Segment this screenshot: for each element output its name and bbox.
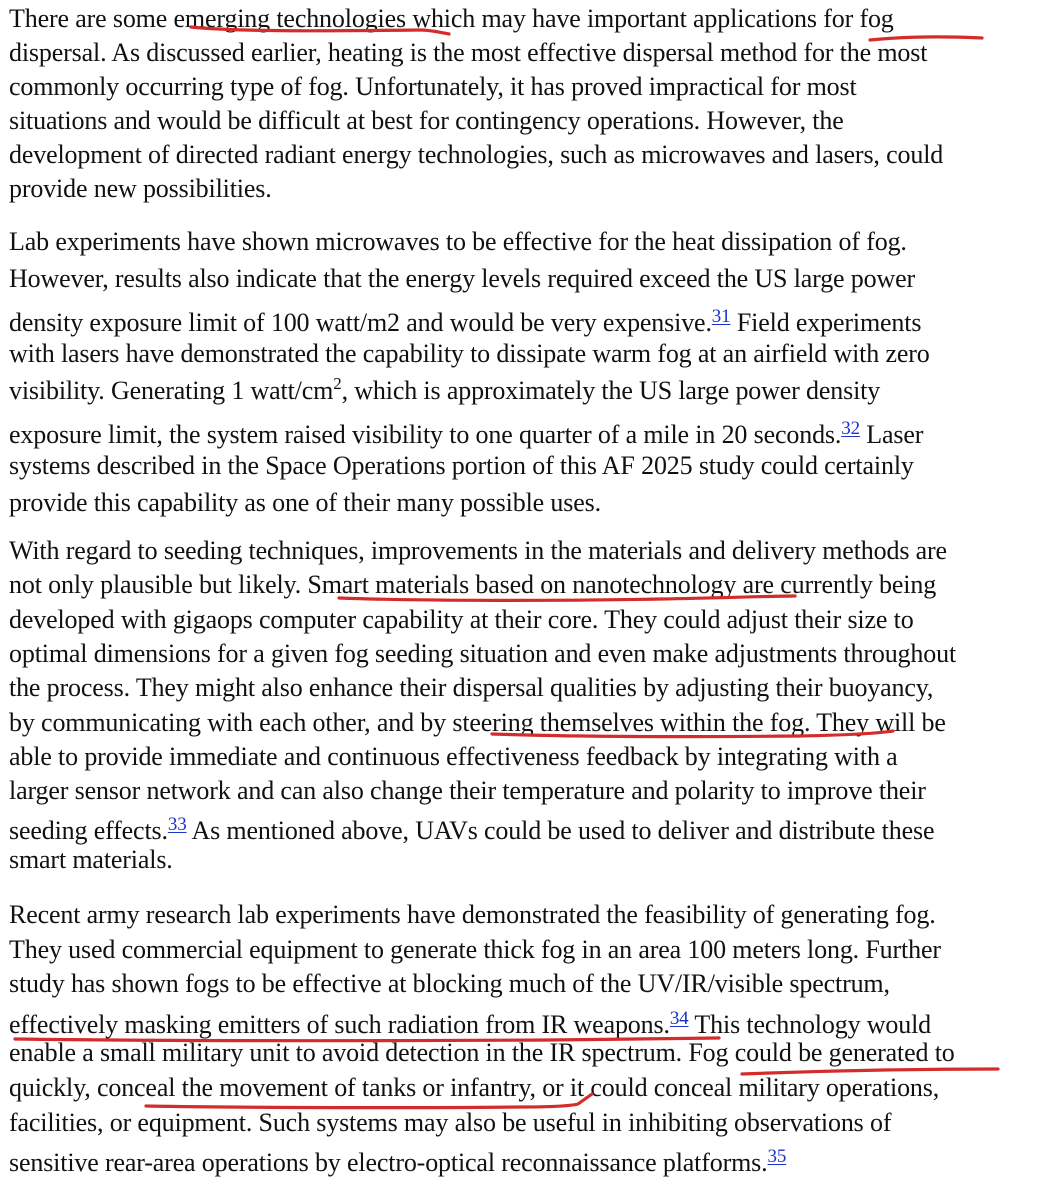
text-segment: Recent army research lab experiments have demonstrated the feasibility of generating fog. <box>9 900 936 929</box>
text-line <box>9 706 946 740</box>
text-segment: exposure limit, the system raised visibility to one quarter of a mile in 20 seconds. <box>9 419 842 449</box>
superscript: 2 <box>333 374 342 394</box>
text-line <box>9 967 890 1001</box>
text-line <box>9 1140 787 1178</box>
text-line <box>9 449 914 483</box>
text-line <box>9 933 941 967</box>
text-line <box>9 138 943 172</box>
text-line <box>9 104 844 138</box>
text-line <box>9 1071 939 1105</box>
text-line <box>9 262 915 296</box>
text-line <box>9 172 272 206</box>
text-segment: Lab experiments have shown microwaves to be effective for the heat dissipation of fog. <box>9 227 907 256</box>
text-segment: study has shown fogs to be effective at blocking much of the UV/IR/visible spectrum, <box>9 969 890 999</box>
text-segment: facilities, or equipment. Such systems may also be useful in inhibiting observations of <box>9 1107 892 1137</box>
text-segment: As mentioned above, UAVs could be used to deliver and distribute these <box>186 816 935 846</box>
text-line <box>9 70 857 104</box>
text-line <box>9 2 894 36</box>
text-segment: development of directed radiant energy technologies, such as microwaves and lasers, could <box>9 140 944 169</box>
text-line <box>9 1002 932 1039</box>
text-segment: by communicating with each other, and by steering themselves within the fog. They will be <box>9 707 946 737</box>
text-segment: able to provide immediate and continuous effectiveness feedback by integrating with a <box>9 741 898 771</box>
text-segment: visibility. Generating 1 watt/cm <box>9 376 334 406</box>
footnote-link[interactable]: 33 <box>167 814 187 836</box>
text-segment: provide new possibilities. <box>9 174 272 203</box>
text-segment: effectively masking emitters of such radiation from IR weapons. <box>9 1009 670 1039</box>
text-line <box>9 637 956 671</box>
text-line <box>9 486 601 520</box>
text-line <box>9 898 936 932</box>
text-segment: with lasers have demonstrated the capability to dissipate warm fog at an airfield with zero <box>9 338 930 368</box>
text-segment: This technology would <box>688 1009 932 1039</box>
text-segment: Field experiments <box>730 307 922 337</box>
text-line <box>9 774 926 808</box>
text-segment: However, results also indicate that the energy levels required exceed the US large power <box>9 264 916 294</box>
text-segment: , which is approximately the US large power density <box>341 376 881 406</box>
text-line <box>9 534 947 568</box>
text-segment: enable a small military unit to avoid detection in the IR spectrum. Fog could be generated to <box>9 1038 955 1068</box>
text-segment: the process. They might also enhance their dispersal qualities by adjusting their buoyancy, <box>9 673 934 703</box>
text-segment: Laser <box>859 419 924 449</box>
text-line <box>9 1106 891 1140</box>
text-line <box>9 225 907 259</box>
text-segment: systems described in the Space Operations portion of this AF 2025 study could certainly <box>9 450 914 480</box>
text-line <box>9 300 922 337</box>
text-line <box>9 843 173 877</box>
text-line <box>9 36 927 70</box>
footnote-link[interactable]: 31 <box>711 305 731 327</box>
text-segment: optimal dimensions for a given fog seeding situation and even make adjustments throughout <box>9 638 957 668</box>
text-segment: developed with gigaops computer capability at their core. They could adjust their size to <box>9 604 914 634</box>
text-segment: density exposure limit of 100 watt/m2 and would be very expensive. <box>9 307 712 337</box>
text-segment: smart materials. <box>9 844 173 874</box>
text-segment: sensitive rear-area operations by electro-optical reconnaissance platforms. <box>9 1148 768 1178</box>
footnote-link[interactable]: 35 <box>767 1146 787 1168</box>
text-line <box>9 412 924 449</box>
text-line <box>9 603 914 637</box>
text-line <box>9 808 935 846</box>
text-segment: With regard to seeding techniques, improvements in the materials and delivery methods are <box>9 536 947 565</box>
text-line <box>9 337 930 371</box>
footnote-link[interactable]: 34 <box>669 1007 689 1029</box>
footnote-link[interactable]: 32 <box>841 417 860 439</box>
text-segment: situations and would be difficult at best for contingency operations. However, the <box>9 106 844 135</box>
text-segment: There are some emerging technologies which may have important applications for fog <box>9 4 894 33</box>
text-segment: They used commercial equipment to generate thick fog in an area 100 meters long. Further <box>9 934 941 964</box>
text-line <box>9 671 933 705</box>
text-segment: not only plausible but likely. Smart materials based on nanotechnology are currently being <box>9 570 937 600</box>
text-line <box>9 1036 955 1070</box>
text-line <box>9 568 936 602</box>
text-segment: seeding effects. <box>9 816 168 846</box>
text-segment: larger sensor network and can also change their temperature and polarity to improve their <box>9 776 926 806</box>
text-segment: commonly occurring type of fog. Unfortunately, it has proved impractical for most <box>9 72 857 101</box>
text-line <box>9 740 898 774</box>
text-segment: dispersal. As discussed earlier, heating is the most effective dispersal method for the most <box>9 38 928 67</box>
text-segment: quickly, conceal the movement of tanks or infantry, or it could conceal military operations, <box>9 1073 940 1102</box>
text-line <box>9 374 880 408</box>
text-segment: provide this capability as one of their many possible uses. <box>9 488 601 518</box>
